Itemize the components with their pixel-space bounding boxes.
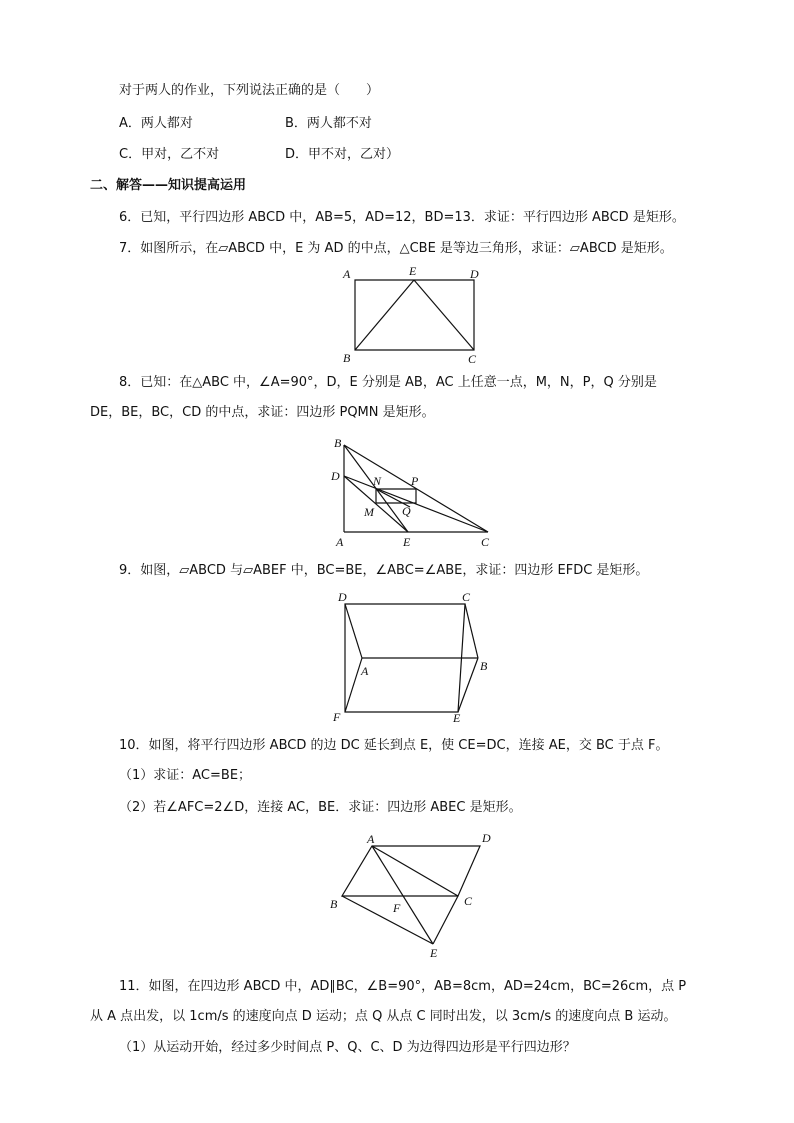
q10-segment-be bbox=[342, 896, 433, 944]
q7-label-a: A bbox=[343, 267, 351, 281]
q7-label-b: B bbox=[343, 351, 351, 365]
q9-label-d: D bbox=[338, 590, 347, 604]
q10-part1: （1）求证：AC=BE； bbox=[119, 768, 252, 783]
q7-label-d: D bbox=[470, 267, 479, 281]
q9-label-f: F bbox=[333, 710, 341, 724]
q7-figure bbox=[340, 262, 490, 366]
q9-segment-da bbox=[345, 604, 362, 658]
q7-text: 7．如图所示，在▱ABCD 中，E 为 AD 的中点，△CBE 是等边三角形，求证：▱ABCD 是矩形。 bbox=[119, 241, 673, 256]
q9-text: 9．如图，▱ABCD 与▱ABEF 中，BC=BE，∠ABC=∠ABE，求证：四边形 EFDC 是矩形。 bbox=[119, 563, 649, 578]
q11-line1: 11．如图，在四边形 ABCD 中，AD∥BC，∠B=90°，AB=8cm，AD=24cm，BC=26cm，点 P bbox=[119, 979, 687, 994]
q10-label-a: A bbox=[367, 832, 375, 846]
q7-segment-be bbox=[355, 280, 414, 350]
q11-part1: （1）从运动开始，经过多少时间点 P、Q、C、D 为边得四边形是平行四边形？ bbox=[119, 1040, 576, 1055]
q10-text: 10．如图，将平行四边形 ABCD 的边 DC 延长到点 E，使 CE=DC，连接 AE，交 BC 于点 F。 bbox=[119, 738, 669, 753]
q10-label-f: F bbox=[393, 901, 401, 915]
q9-segment-cb bbox=[465, 604, 478, 658]
q9-label-a: A bbox=[361, 664, 369, 678]
q9-segment-af bbox=[345, 658, 362, 712]
q10-parallelogram-abcd bbox=[342, 846, 480, 896]
q10-segment-ae bbox=[372, 846, 433, 944]
q7-label-c: C bbox=[468, 352, 477, 366]
q8-line2: DE，BE，BC，CD 的中点，求证：四边形 PQMN 是矩形。 bbox=[90, 405, 435, 420]
q10-segment-ce bbox=[433, 896, 458, 944]
q8-label-c: C bbox=[481, 535, 490, 549]
q10-label-c: C bbox=[464, 894, 473, 908]
q9-label-b: B bbox=[480, 659, 488, 673]
q7-segment-ec bbox=[414, 280, 474, 350]
q11-line2: 从 A 点出发，以 1cm/s 的速度向点 D 运动；点 Q 从点 C 同时出发，以 3cm/s 的速度向点 B 运动。 bbox=[90, 1009, 677, 1024]
q5-option-c: C．甲对，乙不对 bbox=[119, 147, 220, 162]
q8-label-b: B bbox=[334, 436, 342, 450]
q8-figure bbox=[325, 435, 500, 550]
q9-label-e: E bbox=[453, 711, 461, 725]
q10-segment-ac bbox=[372, 846, 458, 896]
q7-rectangle bbox=[355, 280, 474, 350]
q10-label-e: E bbox=[430, 946, 438, 960]
q10-label-d: D bbox=[482, 831, 491, 845]
q8-label-q: Q bbox=[402, 504, 411, 518]
q7-label-e: E bbox=[409, 264, 417, 278]
q6-text: 6．已知，平行四边形 ABCD 中，AB=5，AD=12，BD=13．求证：平行四边形 ABCD 是矩形。 bbox=[119, 210, 685, 225]
q5-option-d: D．甲不对，乙对） bbox=[285, 147, 400, 162]
q10-figure bbox=[322, 825, 507, 960]
q8-label-d: D bbox=[331, 469, 340, 483]
q8-label-e: E bbox=[403, 535, 411, 549]
q10-label-b: B bbox=[330, 897, 338, 911]
q5-option-b: B．两人都不对 bbox=[285, 116, 372, 131]
q10-part2: （2）若∠AFC=2∠D，连接 AC，BE．求证：四边形 ABEC 是矩形。 bbox=[119, 800, 522, 815]
q9-label-c: C bbox=[462, 590, 471, 604]
q8-label-a: A bbox=[336, 535, 344, 549]
q8-label-m: M bbox=[364, 505, 374, 519]
q5-stem: 对于两人的作业，下列说法正确的是（ ） bbox=[119, 83, 380, 98]
q5-option-a: A．两人都对 bbox=[119, 116, 193, 131]
q9-figure bbox=[328, 588, 493, 728]
section-heading: 二、解答——知识提高运用 bbox=[90, 178, 247, 193]
q8-label-n: N bbox=[373, 474, 382, 488]
q8-line1: 8．已知：在△ABC 中，∠A=90°，D，E 分别是 AB，AC 上任意一点，M，N，P，Q 分别是 bbox=[119, 375, 657, 390]
q8-label-p: P bbox=[411, 474, 419, 488]
